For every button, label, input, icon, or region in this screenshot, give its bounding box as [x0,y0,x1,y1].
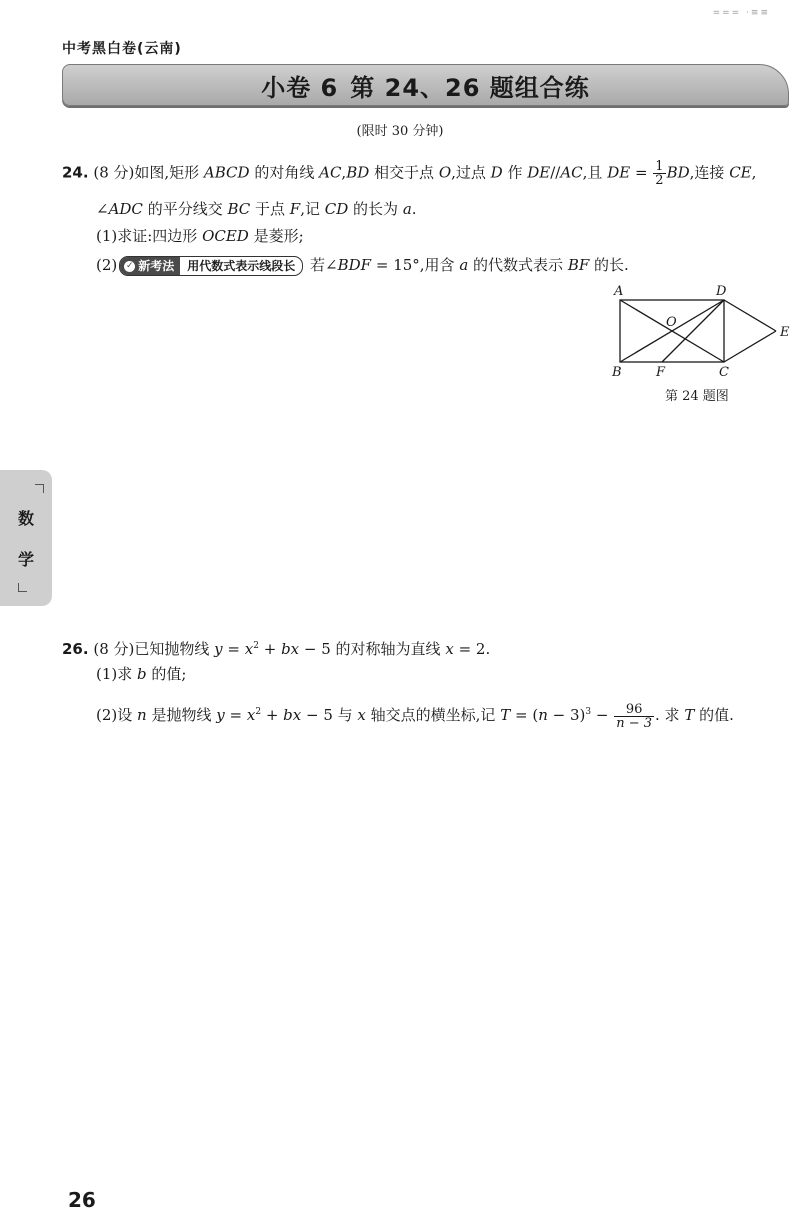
q24-text: ∠ [96,200,109,218]
q26-var: b [137,665,147,683]
figure-24-diagram [600,280,800,380]
q26-sup: 2 [255,707,262,717]
q24-var: BF [567,256,590,274]
q26-part1 [96,664,186,684]
q26-text: (1)求 [96,665,138,683]
label-f: F [656,365,666,380]
fraction-numerator: 1 [655,159,664,174]
q26-text: − [591,706,614,724]
q26-text: = 2. [453,640,491,658]
q26-text: − 3) [547,706,586,724]
q24-line1 [62,160,756,187]
book-title: 中考黑白卷(云南) [62,41,182,57]
q24-text: ,过点 [451,163,491,182]
label-b: B [612,365,622,380]
q24-text: 若∠ [305,256,338,274]
corner-mark-icon [18,583,27,592]
q24-var: a [402,200,412,218]
q24-var: OCED [202,227,249,245]
q24-var: D [490,163,503,182]
q24-var: DE [527,163,551,182]
q24-var: O [438,163,452,182]
q26-var: n [538,706,548,724]
q24-text: ,记 [300,200,325,218]
section-title-left: 小卷 6 [261,73,339,102]
section-title-bar [62,64,789,106]
q24-var: BC [227,200,251,218]
new-method-badge [119,256,303,276]
q26-line1 [62,636,490,659]
q24-var: AC [560,163,583,182]
label-d: D [716,284,727,299]
fraction-numerator: 96 [614,703,654,717]
q26-text: = [224,706,247,724]
q24-number: 24. [62,163,89,182]
q24-var: BD [346,163,370,182]
q24-text: 的代数式表示 [468,256,568,274]
q24-text: 的长为 [348,200,403,218]
q26-var: bx [281,640,300,658]
q26-text: 的值. [694,706,734,724]
q24-var: BDF [337,256,372,274]
q26-part2 [96,702,734,730]
label-c: C [719,365,729,380]
section-title-right: 第 24、26 题组合练 [350,73,590,102]
q26-var: n [137,706,147,724]
q26-fraction [614,703,654,730]
q24-text: 作 [502,163,528,182]
q26-var: x [246,706,256,724]
q24-text: 是菱形; [248,227,304,245]
q26-text: − 5 [299,640,331,658]
q26-text: 轴交点的横坐标,记 [365,706,501,724]
q24-var: BD [666,163,690,182]
q24-text: 相交于点 [369,163,439,182]
q24-var: AC [319,163,342,182]
q24-text: 的对角线 [249,163,320,182]
q26-text: (2)设 [96,706,138,724]
q26-text: . 求 [655,706,685,724]
label-a: A [614,284,624,299]
check-icon: ✓ [125,260,134,271]
badge-label-dark [120,257,180,275]
q24-fraction [653,160,665,187]
q26-text: 的对称轴为直线 [330,640,446,658]
q24-text: 的长. [589,256,629,274]
q26-var: y [216,706,225,724]
q24-text: 于点 [250,200,290,218]
q24-var: ABCD [203,163,250,182]
q26-text: = [222,640,245,658]
q24-var: CE [729,163,752,182]
q26-var: x [357,706,366,724]
time-limit: (限时 30 分钟) [356,124,444,139]
q24-text: , [751,163,757,182]
fraction-denominator: n − 3 [616,715,653,731]
corner-mark-icon [35,484,44,493]
q26-var: x [244,640,254,658]
q24-text: (8 分)如图,矩形 [93,163,204,182]
q24-text: (1)求证:四边形 [96,227,203,245]
page-number: 26 [68,1188,96,1212]
q26-text: (8 分)已知抛物线 [93,640,215,658]
fraction-denominator: 2 [655,173,664,188]
subject-side-tab [0,470,52,606]
q26-var: x [445,640,454,658]
q24-var: F [289,200,301,218]
q24-var: a [459,256,469,274]
q24-text: . [411,200,417,218]
segment-de [724,300,776,331]
q26-text: = ( [510,706,539,724]
q24-var: CD [324,200,349,218]
q26-text: 的值; [146,665,187,683]
top-marks: === ·≡≡ [712,8,770,18]
q26-sup: 2 [253,641,259,651]
q26-sup: 3 [585,707,592,717]
q26-var: T [500,706,511,724]
segment-ce [724,331,776,362]
q24-text: 的平分线交 [142,200,228,218]
label-o: O [666,315,677,330]
q26-var: y [214,640,223,658]
q26-number: 26. [62,640,89,658]
q24-text: (2) [96,256,118,274]
q24-text: = [630,163,653,182]
q26-text: + [258,640,282,658]
q26-text: + [261,706,284,724]
q26-text: − 5 [301,706,333,724]
q24-text: // [550,163,561,182]
q24-text: = 15°,用含 [371,256,460,274]
q24-var: DE [607,163,631,182]
side-tab-char-2: 学 [17,550,34,569]
label-e: E [780,325,790,340]
badge-light-text: 用代数式表示线段长 [187,259,296,273]
q26-text: 是抛物线 [146,706,217,724]
q24-text: , [341,163,347,182]
figure-24-caption: 第 24 题图 [665,389,729,404]
q24-line2 [96,199,417,219]
q26-var: T [684,706,695,724]
q26-var: bx [283,706,302,724]
q24-text: ,且 [582,163,608,182]
q26-text: 与 [332,706,358,724]
q24-part2 [96,255,629,276]
q24-text: ,连接 [689,163,730,182]
q24-part1 [96,226,304,246]
q24-var: ADC [108,200,143,218]
badge-dark-text: 新考法 [138,259,175,273]
side-tab-char-1: 数 [17,509,34,528]
